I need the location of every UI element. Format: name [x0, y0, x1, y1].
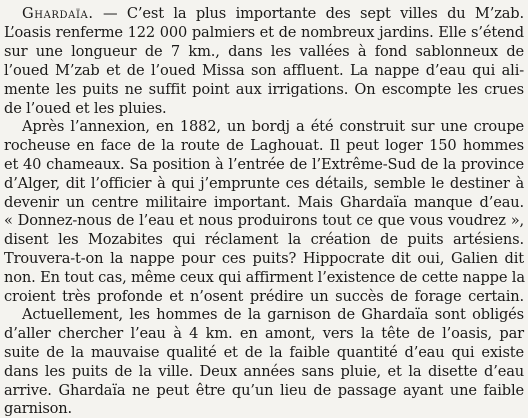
text-line: Actuellement, les hommes de la garnison de Ghardaïa sont obligés — [22, 306, 524, 323]
text-line: L’oasis renferme 122 000 palmiers et de nombreux jardins. Elle s’étend — [4, 24, 524, 41]
text-line: Après l’annexion, en 1882, un bordj a été construit sur une croupe — [22, 118, 524, 135]
text-line: dans les puits de la ville. Deux années sans pluie, et la disette d’eau — [4, 363, 524, 380]
text-line: disent les Mozabites qui réclament la création de puits artésiens. — [4, 231, 524, 248]
text-line: d’aller chercher l’eau à 4 km. en amont, vers la tête de l’oasis, par — [4, 325, 524, 342]
text-line: non. En tout cas, même ceux qui affirment l’existence de cette nappe la — [4, 269, 525, 286]
section-heading: Ghardaïa. — [22, 5, 94, 22]
text-line: mente les puits ne suffit point aux irrigations. On escompte les crues — [4, 81, 524, 98]
text-line: devenir un centre militaire important. Mais Ghardaïa manque d’eau. — [4, 194, 524, 211]
text-line: l’oued M’zab et de l’oued Missa son affluent. La nappe d’eau qui ali- — [4, 62, 524, 79]
text-line: arrive. Ghardaïa ne peut être qu’un lieu de passage ayant une faible — [4, 382, 524, 399]
text-line: suite de la mauvaise qualité et de la faible quantité d’eau qui existe — [4, 344, 524, 361]
text-line: Trouvera-t-on la nappe pour ces puits? Hippocrate dit oui, Galien dit — [4, 250, 524, 267]
text-line: Ghardaïa. — C’est la plus importante des sept villes du M’zab. — [22, 5, 524, 22]
text-line: et 40 chameaux. Sa position à l’entrée de l’Extrême-Sud de la province — [4, 156, 524, 173]
text-line: de l’oued et les pluies. — [4, 100, 167, 117]
text-line: « Donnez-nous de l’eau et nous produirons tout ce que vous voudrez », — [4, 212, 524, 229]
text-line: croient très profonde et n’osent prédire un succès de forage certain. — [4, 288, 524, 305]
text-line: rocheuse en face de la route de Laghouat. Il peut loger 150 hommes — [4, 137, 524, 154]
text-line: garnison. — [4, 400, 73, 417]
text-line: d’Alger, dit l’officier à qui j’emprunte ces détails, semble le destiner à — [4, 175, 524, 192]
text-line: sur une longueur de 7 km., dans les vallées à fond sablonneux de — [4, 43, 524, 60]
